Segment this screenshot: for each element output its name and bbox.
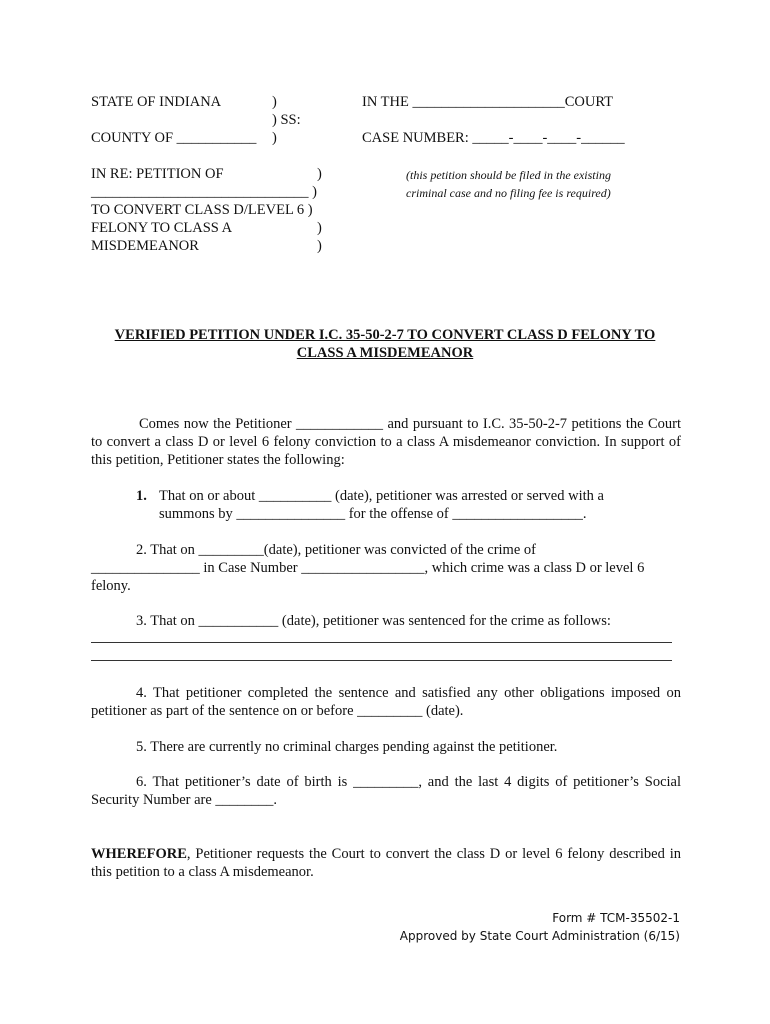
intro-paragraph: Comes now the Petitioner ____________ and pursuant to I.C. 35-50-2-7 petitions the Court to convert a class D or level 6 felony conviction to a class A misdemeanor conviction. In support of this petition, Petitioner states the following: [91,416,681,468]
caption-paren: ) [272,94,277,110]
wherefore-paragraph [91,845,681,881]
item1-line1: That on or about __________ (date), petitioner was arrested or served with a [159,488,604,504]
title-line2: CLASS A MISDEMEANOR [296,345,474,361]
caption-paren: ) [272,130,277,146]
sentence-blank-line [91,660,672,661]
document-title [60,326,710,362]
petitioner-name-blank: ______________________________ ) [91,184,317,200]
item6: 6. That petitioner’s date of birth is _________, and the last 4 digits of petitioner’s Social Security Number are ________. [91,774,681,808]
item2-line2: _______________ in Case Number _________________, which crime was a class D or level 6 [91,560,645,576]
in-re-label: IN RE: PETITION OF [91,166,224,182]
item2-line3: felony. [91,578,131,594]
state-of-indiana: STATE OF INDIANA [91,94,222,110]
caption-paren: ) [317,220,322,236]
form-number: Form # TCM-35502-1 [552,911,680,925]
title-line1: VERIFIED PETITION UNDER I.C. 35-50-2-7 TO CONVERT CLASS D FELONY TO [114,327,656,343]
item4: 4. That petitioner completed the sentence and satisfied any other obligations imposed on petitioner as part of the sentence on or before _________ (date). [91,685,681,719]
convert-line: TO CONVERT CLASS D/LEVEL 6 ) [91,202,313,218]
court-name: IN THE _____________________COURT [362,94,613,110]
item3: 3. That on ___________ (date), petitioner was sentenced for the crime as follows: [136,613,611,629]
caption-paren: ) [317,166,322,182]
ss-label: ) SS: [272,112,301,128]
misdemeanor-line: MISDEMEANOR [91,238,199,254]
item1-number: 1. [136,488,147,504]
approval-note: Approved by State Court Administration (6/15) [399,929,680,943]
filing-note-line1: (this petition should be filed in the existing [406,168,611,182]
county-of: COUNTY OF ___________ [91,130,257,146]
felony-line: FELONY TO CLASS A [91,220,233,236]
item2-line1: 2. That on _________(date), petitioner was convicted of the crime of [136,542,536,558]
wherefore-text: , Petitioner requests the Court to convert the class D or level 6 felony described in this petition to a class A misdemeanor. [91,846,681,880]
item1-line2: summons by _______________ for the offense of __________________. [159,506,587,522]
item5: 5. There are currently no criminal charges pending against the petitioner. [136,739,558,755]
caption-paren: ) [317,238,322,254]
sentence-blank-line [91,642,672,643]
case-number: CASE NUMBER: _____-____-____-______ [362,130,625,146]
filing-note-line2: criminal case and no filing fee is required) [406,186,611,200]
wherefore-label: WHEREFORE [91,846,187,862]
